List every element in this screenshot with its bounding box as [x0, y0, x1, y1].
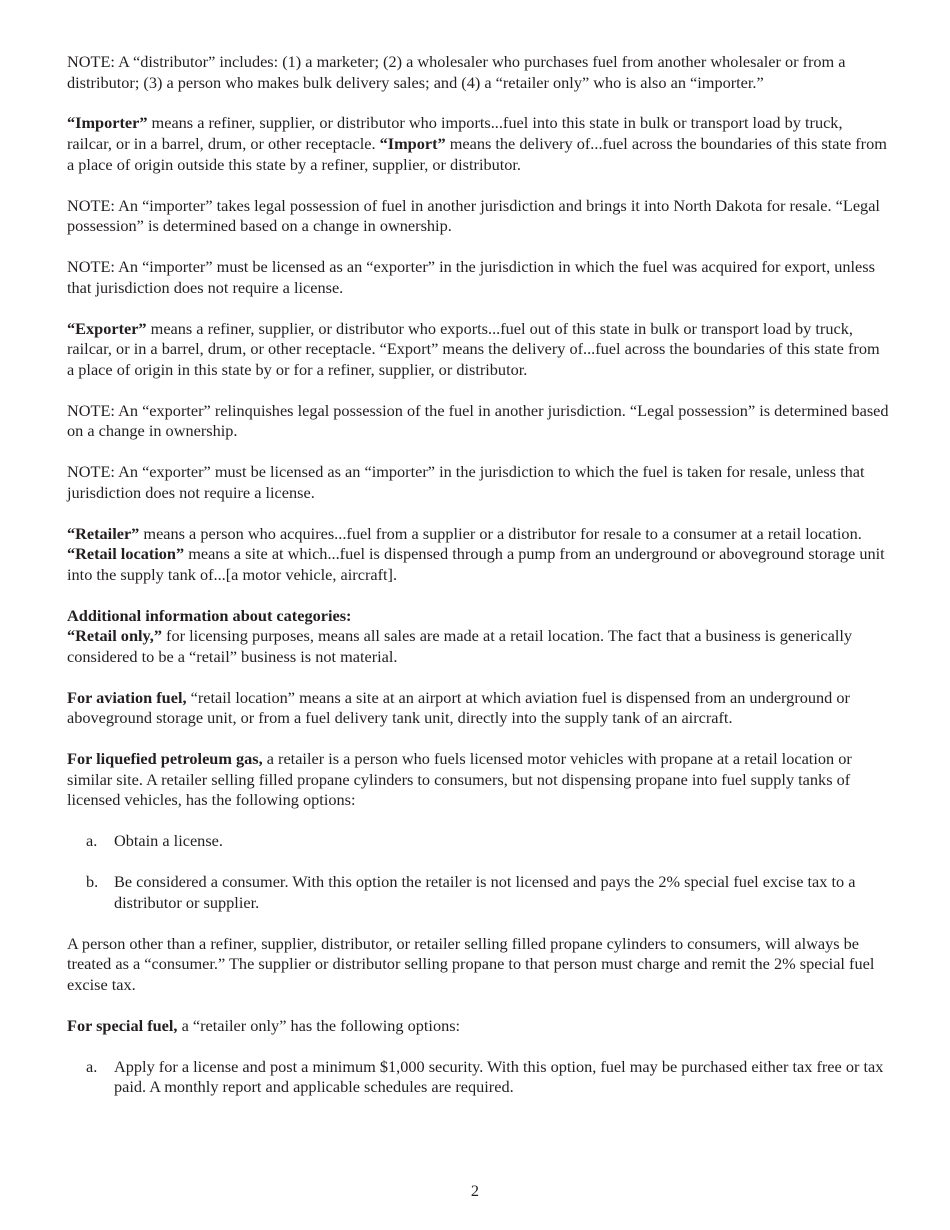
- list-letter: b.: [86, 872, 99, 892]
- note-importer-license: NOTE: An “importer” must be licensed as an “exporter” in the jurisdiction in which the fuel was acquired for export, unless that jurisdiction does not require a license.: [67, 257, 875, 297]
- document-body: [67, 52, 889, 1118]
- person-other-paragraph: A person other than a refiner, supplier, distributor, or retailer selling filled propane cylinders to consumers, will always be treated as a “consumer.” The supplier or distributor selling propane to that person must charge and remit the 2% special fuel excise tax.: [67, 933, 875, 994]
- retail-only-text: for licensing purposes, means all sales are made at a retail location. The fact that a business is generically considered to be a “retail” business is not material.: [67, 626, 853, 666]
- list-letter: a.: [86, 1056, 98, 1076]
- exporter-definition: [67, 319, 889, 381]
- additional-heading-text: Additional information about categories:: [67, 605, 352, 625]
- importer-term: “Importer”: [67, 113, 148, 133]
- importer-definition: [67, 113, 889, 175]
- aviation-text: “retail location” means a site at an airport at which aviation fuel is dispensed from an underground or aboveground storage unit, or from a fuel delivery tank unit, directly into the supply tank of an aircraft.: [67, 687, 850, 728]
- importer-text: means a refiner, supplier, or distributor who imports...fuel into this state in bulk or transport load by truck, railcar, or in a barrel, drum, or other receptacle.: [67, 113, 843, 154]
- exporter-text: means a refiner, supplier, or distributor who exports...fuel out of this state in bulk or transport load by truck, railcar, or in a barrel, drum, or other receptacle. “Export” means the delivery of...fuel across the boundaries of this state from a place of origin in this state by or for a refiner, supplier, or distributor.: [67, 318, 880, 379]
- retail-only-term: “Retail only,”: [67, 626, 162, 646]
- note-distributor: NOTE: A “distributor” includes: (1) a marketer; (2) a wholesaler who purchases fuel from another wholesaler or from a distributor; (3) a person who makes bulk delivery sales; and (4) a “retailer only” who is also an “importer.”: [67, 52, 846, 92]
- note-exporter-license: NOTE: An “exporter” must be licensed as an “importer” in the jurisdiction to which the fuel is taken for resale, unless that jurisdiction does not require a license.: [67, 462, 865, 502]
- list-text: Be considered a consumer. With this option the retailer is not licensed and pays the 2% special fuel excise tax to a distributor or supplier.: [114, 872, 856, 912]
- list-text: Apply for a license and post a minimum $1,000 security. With this option, fuel may be purchased either tax free or tax paid. A monthly report and applicable schedules are required.: [114, 1056, 884, 1097]
- lpg-option-b: [67, 872, 889, 913]
- exporter-term: “Exporter”: [67, 318, 147, 338]
- import-text: means the delivery of...fuel across the boundaries of this state from a place of origin outside this state by a refiner, supplier, or distributor.: [67, 134, 887, 174]
- special-fuel-paragraph: [67, 1016, 889, 1037]
- note-exporter-possession: NOTE: An “exporter” relinquishes legal possession of the fuel in another jurisdiction. “Legal possession” is determined based on a change in ownership.: [67, 400, 889, 441]
- retail-location-text: means a site at which...fuel is dispensed through a pump from an underground or aboveground storage unit into the supply tank of...[a motor vehicle, aircraft].: [67, 544, 885, 584]
- additional-heading: [67, 606, 889, 627]
- lpg-text: a retailer is a person who fuels licensed motor vehicles with propane at a retail location or similar site. A retailer selling filled propane cylinders to consumers, but not dispensing propane into fuel supply tanks of licensed vehicles, has the following options:: [67, 749, 852, 810]
- aviation-fuel-paragraph: [67, 688, 889, 729]
- lpg-option-a: [67, 831, 889, 852]
- list-text: Obtain a license.: [114, 831, 223, 851]
- list-letter: a.: [86, 831, 98, 851]
- retailer-term: “Retailer”: [67, 523, 140, 543]
- retail-only-definition: [67, 626, 889, 667]
- retailer-text: means a person who acquires...fuel from a supplier or a distributor for resale to a consumer at a retail location.: [139, 523, 862, 543]
- special-fuel-text: a “retailer only” has the following options:: [177, 1015, 461, 1035]
- retailer-definition: [67, 524, 889, 586]
- aviation-term: For aviation fuel,: [67, 687, 187, 707]
- retail-location-term: “Retail location”: [67, 544, 185, 564]
- special-fuel-term: For special fuel,: [67, 1015, 178, 1035]
- page-number: 2: [470, 1181, 480, 1200]
- lpg-paragraph: [67, 749, 889, 811]
- lpg-term: For liquefied petroleum gas,: [67, 749, 263, 769]
- note-importer-possession: NOTE: An “importer” takes legal possession of fuel in another jurisdiction and brings it into North Dakota for resale. “Legal possession” is determined based on a change in ownership.: [67, 195, 880, 236]
- special-option-a: [67, 1057, 889, 1098]
- import-term: “Import”: [379, 134, 446, 154]
